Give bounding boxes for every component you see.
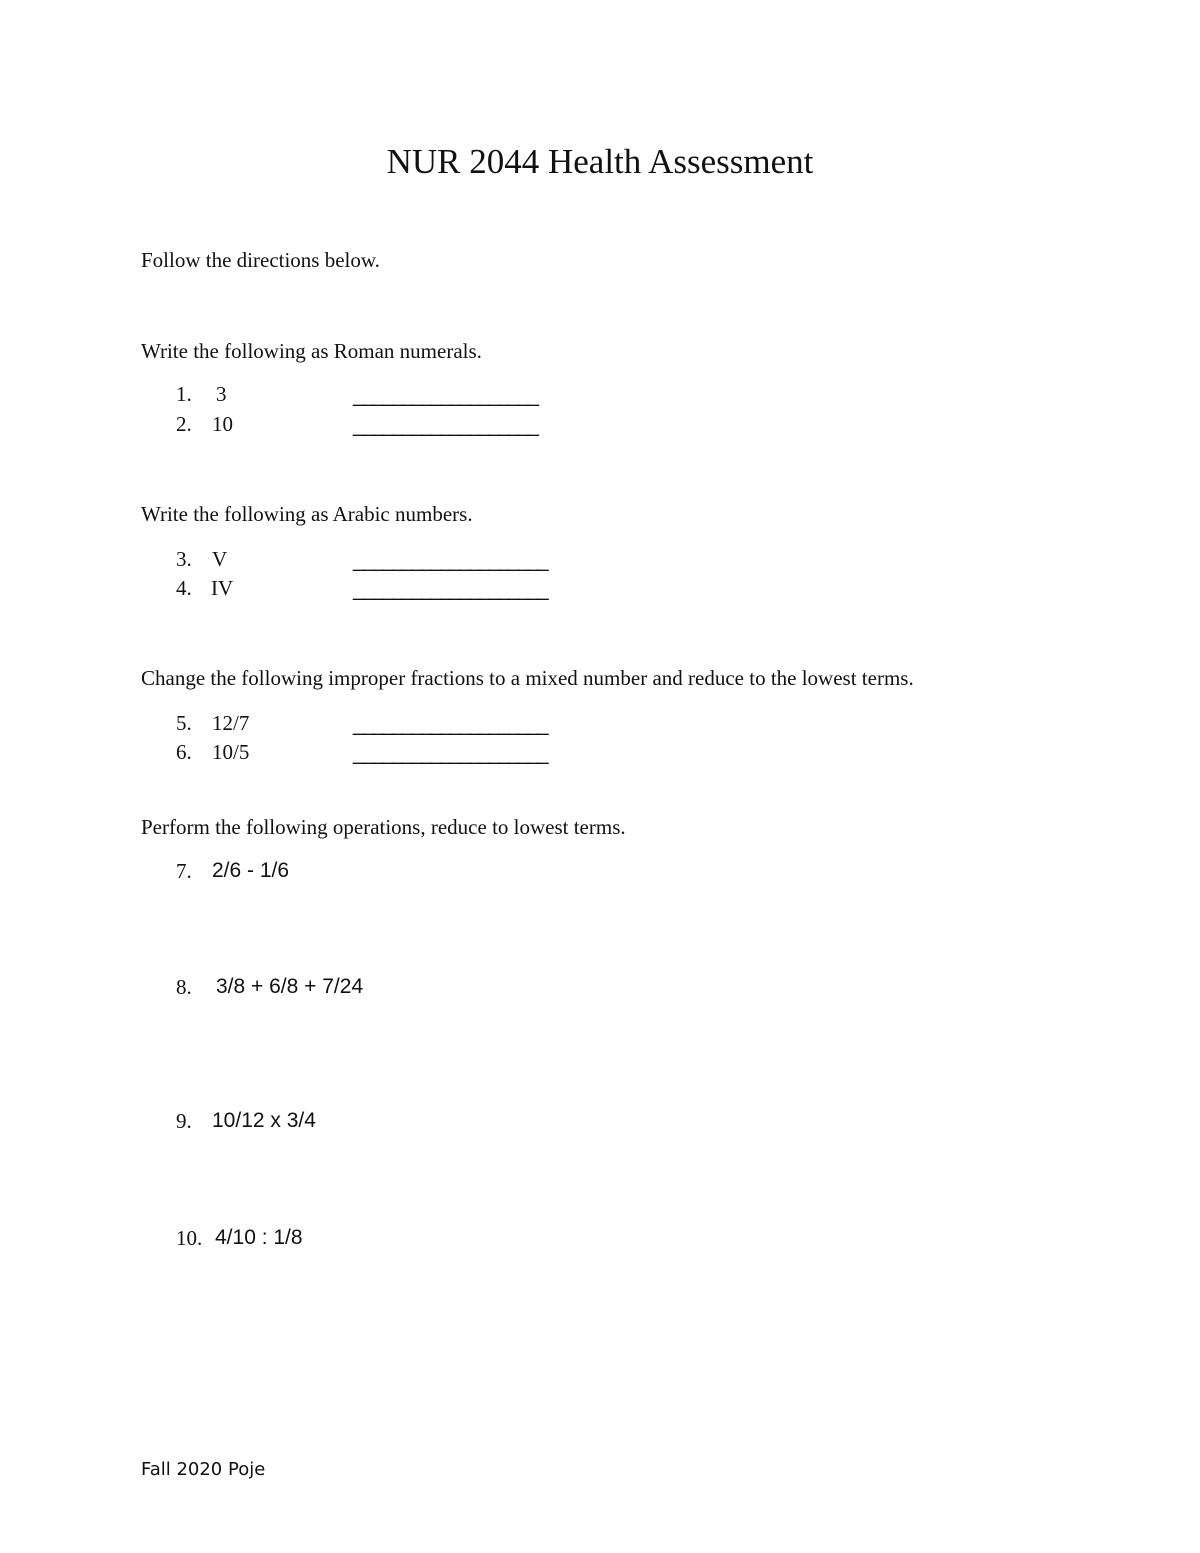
intro-text: Follow the directions below.: [141, 248, 380, 272]
footer-text: Fall 2020 Poje: [141, 1459, 266, 1480]
question-value: 10/5: [212, 740, 250, 764]
answer-blank: ____________________: [353, 713, 547, 736]
answer-blank: ____________________: [353, 549, 547, 572]
question-value: 10/12 x 3/4: [212, 1109, 316, 1132]
question-number: 10.: [176, 1226, 203, 1250]
answer-blank: ___________________: [353, 384, 537, 407]
question-number: 8.: [176, 975, 192, 999]
section-instruction-arabic: Write the following as Arabic numbers.: [141, 502, 473, 526]
question-number: 5.: [176, 711, 192, 735]
question-value: 3/8 + 6/8 + 7/24: [216, 975, 364, 998]
question-number: 4.: [176, 576, 192, 600]
question-number: 9.: [176, 1109, 192, 1133]
question-number: 2.: [176, 412, 192, 436]
section-instruction-roman: Write the following as Roman numerals.: [141, 339, 482, 363]
question-number: 3.: [176, 547, 192, 571]
question-value: 4/10 : 1/8: [215, 1226, 303, 1249]
page-title: NUR 2044 Health Assessment: [386, 142, 814, 181]
question-value: IV: [211, 576, 234, 600]
question-value: 2/6 - 1/6: [212, 859, 290, 882]
answer-blank: ____________________: [353, 578, 547, 601]
question-value: 3: [216, 382, 227, 406]
question-value: V: [212, 547, 228, 571]
answer-blank: ___________________: [353, 414, 537, 437]
question-number: 7.: [176, 859, 192, 883]
section-instruction-fractions: Change the following improper fractions to a mixed number and reduce to the lowest terms.: [141, 666, 914, 690]
question-value: 12/7: [212, 711, 250, 735]
question-value: 10: [212, 412, 233, 436]
section-instruction-operations: Perform the following operations, reduce to lowest terms.: [141, 815, 626, 839]
answer-blank: ____________________: [353, 742, 547, 765]
question-number: 6.: [176, 740, 192, 764]
question-number: 1.: [176, 382, 192, 406]
